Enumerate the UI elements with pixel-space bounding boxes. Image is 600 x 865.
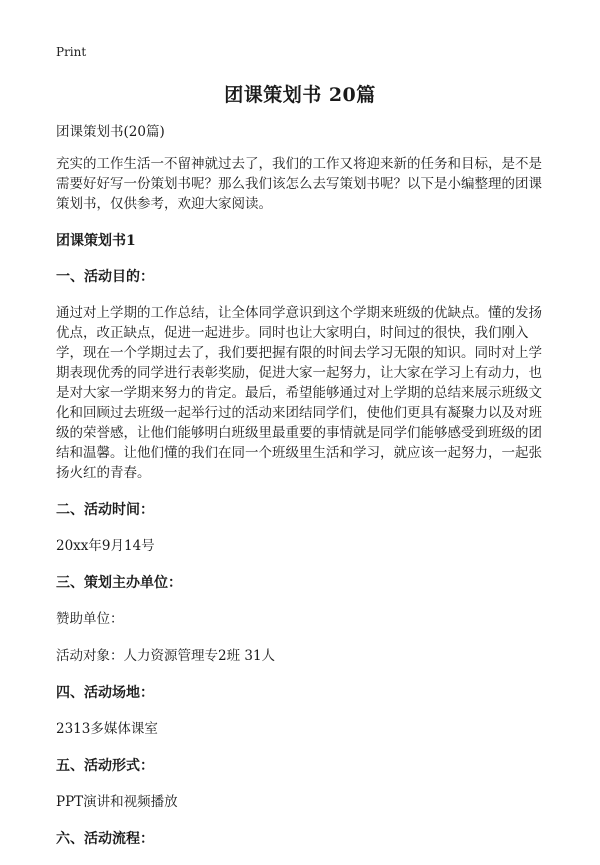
part-title: 团课策划书1 (56, 233, 136, 249)
document-subtitle: 团课策划书(20篇) (56, 124, 165, 140)
goal-paragraph: 通过对上学期的工作总结，让全体同学意识到这个学期来班级的优缺点。懂的发扬优点，改正缺点，促进一起进步。同时也让大家明白，时间过的很快，我们刚入学，现在一个学期过去了，我们要把握有限的时间去学习无限的知识。同时对上学期表现优秀的同学进行表彰奖励，促进大家一起努力，让大家在学习上有动力，也是对大家一学期来努力的肯定。最后，希望能够通过对上学期的总结来展示班级文化和回顾过去班级一起举行过的活动来团结同学们，使他们更具有凝聚力以及对班级的荣誉感，让他们能够明白班级里最重要的事情就是同学们能够感受到班级的团结和温馨。让他们懂的我们在同一个班级里生活和学习，就应该一起努力，一起张扬火红的青春。 (56, 305, 542, 481)
section-heading-venue: 四、活动场地： (56, 685, 154, 701)
form-text: PPT演讲和视频播放 (56, 794, 178, 810)
section-heading-organizer: 三、策划主办单位： (56, 575, 182, 591)
section-heading-goal: 一、活动目的： (56, 269, 154, 285)
intro-paragraph: 充实的工作生活一不留神就过去了，我们的工作又将迎来新的任务和目标，是不是需要好好写一份策划书呢？那么我们该怎么去写策划书呢？以下是小编整理的团课策划书，仅供参考，欢迎大家阅读。 (56, 156, 542, 212)
section-heading-time: 二、活动时间： (56, 502, 154, 518)
audience-text: 活动对象：人力资源管理专2班 31人 (56, 648, 276, 664)
document-body (56, 122, 552, 865)
section-heading-process: 六、活动流程： (56, 831, 154, 847)
sponsor-text: 赞助单位： (56, 611, 124, 627)
section-heading-form: 五、活动形式： (56, 758, 154, 774)
venue-text: 2313多媒体课室 (56, 721, 158, 737)
document-title: 团课策划书 20篇 (224, 84, 376, 106)
time-text: 20xx年9月14号 (56, 538, 155, 554)
print-link[interactable]: Print (56, 45, 87, 59)
